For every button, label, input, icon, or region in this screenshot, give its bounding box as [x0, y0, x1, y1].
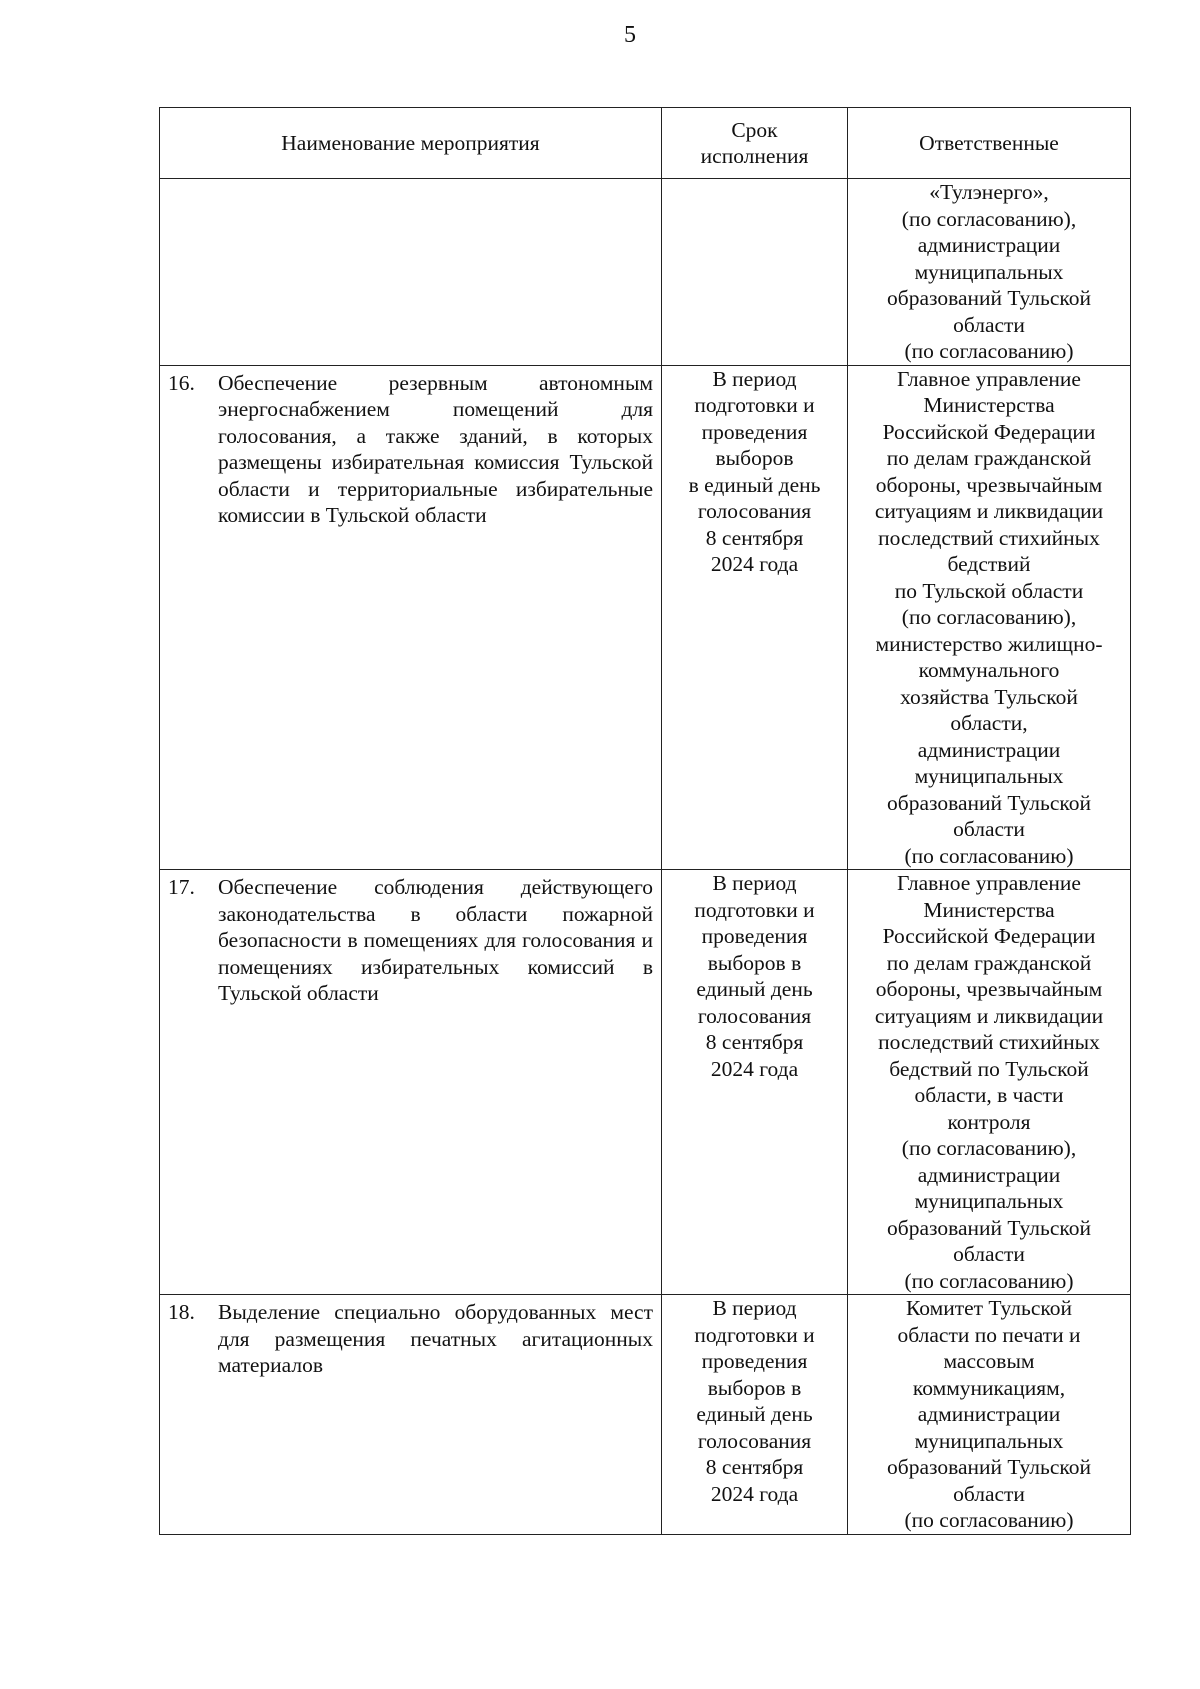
responsible-line: администрации: [917, 233, 1061, 257]
responsible-line: области, в части: [914, 1083, 1064, 1107]
responsible-cell: [848, 365, 1131, 870]
event-name-text: Обеспечение соблюдения действующего законодательства в области пожарной безопасности в помещениях для голосования и помещениях избирательных комиссий в Тульской области: [218, 875, 653, 1005]
deadline-line: 2024 года: [710, 552, 799, 576]
table-row: [160, 365, 1131, 870]
header-event-name: Наименование мероприятия: [160, 108, 662, 179]
deadline-line: 8 сентября: [705, 1030, 804, 1054]
responsible-line: образований Тульской: [887, 1455, 1091, 1479]
deadline-line: 2024 года: [710, 1056, 799, 1081]
event-name-cell: [160, 179, 662, 366]
deadline-cell: [662, 870, 848, 1295]
responsible-line: ситуациям и ликвидации: [874, 499, 1104, 523]
responsible-line: администрации: [917, 1402, 1061, 1426]
responsible-line: области: [953, 1242, 1025, 1266]
table-header-row: [160, 108, 1131, 179]
deadline-line: 8 сентября: [705, 525, 804, 550]
table-row: [160, 1295, 1131, 1535]
responsible-line: (по согласованию): [904, 1508, 1074, 1532]
responsible-line: хозяйства Тульской: [900, 684, 1078, 709]
responsible-line: коммуникациям,: [912, 1375, 1066, 1400]
responsible-line: области,: [950, 711, 1028, 735]
responsible-line: Главное управление: [897, 871, 1081, 895]
responsible-line: обороны, чрезвычайным: [875, 472, 1103, 497]
responsible-line: «Тулэнерго»,: [929, 180, 1049, 204]
row-number: 17.: [168, 875, 195, 899]
deadline-cell: [662, 365, 848, 870]
event-name-text: Обеспечение резервным автономным энергоснабжением помещений для голосования, а также зданий, в которых размещены избирательная комиссия Тульской области и территориальные избирательные комиссии в Тульской области: [218, 370, 653, 527]
deadline-line: выборов: [715, 446, 794, 470]
header-responsible: Ответственные: [848, 108, 1131, 179]
deadline-cell: [662, 1295, 848, 1535]
responsible-line: бедствий: [947, 552, 1031, 576]
deadline-line: проведения: [701, 1349, 808, 1373]
deadline-line: единый день: [696, 1402, 813, 1426]
responsible-line: образований Тульской: [887, 790, 1091, 815]
responsible-line: (по согласованию): [904, 339, 1074, 363]
deadline-cell: [662, 179, 848, 366]
deadline-line: голосования: [697, 1003, 812, 1028]
responsible-line: муниципальных: [914, 259, 1064, 284]
responsible-line: (по согласованию): [904, 1268, 1074, 1293]
responsible-line: области: [953, 817, 1025, 841]
table-body: [160, 179, 1131, 1535]
deadline-line: 2024 года: [710, 1481, 799, 1506]
responsible-line: (по согласованию),: [901, 605, 1077, 629]
header-deadline-line: исполнения: [700, 144, 809, 168]
deadline-line: подготовки и: [694, 1322, 815, 1347]
deadline-line: выборов в: [707, 950, 802, 975]
deadline-line: проведения: [701, 924, 808, 948]
responsible-line: (по согласованию),: [901, 1136, 1077, 1160]
responsible-line: образований Тульской: [887, 286, 1091, 310]
deadline-line: в единый день: [688, 472, 821, 497]
responsible-line: Российской Федерации: [882, 924, 1096, 948]
responsible-cell: [848, 179, 1131, 366]
deadline-line: единый день: [696, 977, 813, 1001]
responsible-line: области: [953, 1481, 1025, 1506]
event-name-text: Выделение специально оборудованных мест для размещения печатных агитационных материалов: [218, 1300, 653, 1377]
responsible-line: контроля: [947, 1109, 1031, 1134]
responsible-line: муниципальных: [914, 1428, 1064, 1453]
deadline-line: В период: [712, 871, 797, 895]
responsible-line: Российской Федерации: [882, 419, 1096, 444]
responsible-line: бедствий по Тульской: [889, 1056, 1089, 1081]
page-number: 5: [624, 22, 636, 48]
responsible-line: администрации: [917, 1162, 1061, 1187]
table-row: [160, 179, 1131, 366]
deadline-line: 8 сентября: [705, 1455, 804, 1479]
event-name-cell: [160, 1295, 662, 1535]
responsible-line: по Тульской области: [894, 578, 1084, 603]
responsible-line: Министерства: [923, 393, 1055, 417]
responsible-line: администрации: [917, 737, 1061, 762]
deadline-line: проведения: [701, 419, 808, 444]
responsible-line: Комитет Тульской: [906, 1296, 1072, 1320]
responsible-line: образований Тульской: [887, 1215, 1091, 1240]
responsible-line: Главное управление: [897, 366, 1081, 391]
responsible-line: коммунального: [918, 658, 1060, 682]
responsible-cell: [848, 1295, 1131, 1535]
responsible-line: последствий стихийных: [878, 1030, 1100, 1054]
deadline-line: В период: [712, 366, 797, 391]
responsible-line: муниципальных: [914, 1189, 1064, 1213]
event-name-cell: [160, 870, 662, 1295]
responsible-line: муниципальных: [914, 764, 1064, 788]
event-name-cell: [160, 365, 662, 870]
deadline-line: подготовки и: [694, 897, 815, 922]
responsible-line: (по согласованию),: [901, 206, 1077, 231]
header-deadline-line: Срок: [731, 118, 778, 142]
deadline-line: В период: [712, 1296, 797, 1320]
responsible-line: обороны, чрезвычайным: [875, 977, 1103, 1001]
responsible-line: области по печати и: [897, 1322, 1081, 1347]
row-number: 16.: [168, 370, 195, 395]
deadline-line: выборов в: [707, 1375, 802, 1400]
row-number: 18.: [168, 1300, 195, 1324]
responsible-line: последствий стихийных: [878, 525, 1100, 550]
deadline-line: подготовки и: [694, 393, 815, 417]
responsible-cell: [848, 870, 1131, 1295]
responsible-line: Министерства: [923, 897, 1055, 922]
deadline-line: голосования: [697, 499, 812, 523]
responsible-line: по делам гражданской: [886, 950, 1092, 975]
responsible-line: области: [953, 312, 1025, 337]
responsible-line: (по согласованию): [904, 843, 1074, 868]
header-deadline: [662, 108, 848, 179]
deadline-line: голосования: [697, 1428, 812, 1453]
responsible-line: министерство жилищно-: [875, 631, 1103, 656]
responsible-line: по делам гражданской: [886, 446, 1092, 470]
responsible-line: массовым: [943, 1349, 1035, 1373]
events-table: [159, 107, 1131, 1535]
responsible-line: ситуациям и ликвидации: [874, 1003, 1104, 1028]
table-row: [160, 870, 1131, 1295]
